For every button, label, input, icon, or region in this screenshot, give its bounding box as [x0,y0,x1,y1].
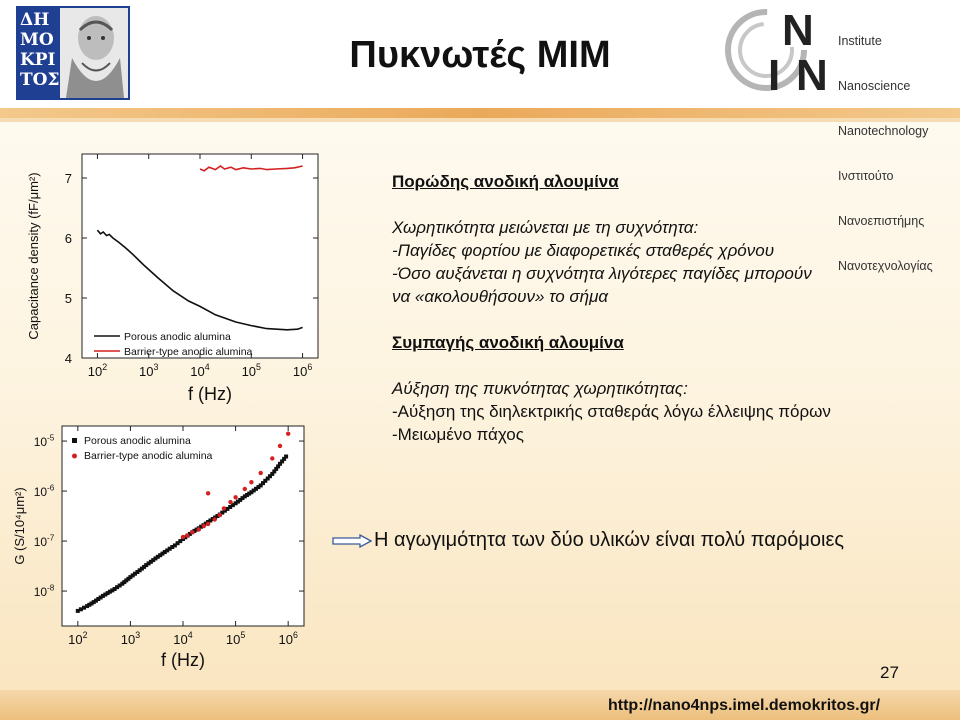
data-point-barrier [233,495,237,499]
data-point-barrier [286,432,290,436]
header-accent-band [0,108,960,118]
y-tick-label: $10^{-7}$ [33,533,55,550]
data-point-barrier [243,487,247,491]
y-tick-label: $10^{-6}$ [33,483,55,500]
page-number: 27 [880,663,899,682]
y-tick-label: $10^{-8}$ [33,583,55,600]
institute-line: Nanoscience [838,79,911,93]
legend-swatch [72,454,77,459]
data-point-barrier [202,524,206,528]
data-point-barrier [218,513,222,517]
conclusion-line [332,529,844,552]
barrier-bullet-1: -Αύξηση της διηλεκτρικής σταθεράς λόγω έλλειψης πόρων [392,402,831,421]
y-tick-label: $10^{-5}$ [33,433,55,450]
x-tick-label: $10^4$ [190,362,210,379]
y-tick-label: 5 [64,291,72,306]
logo-letter-n-top: N [782,6,814,55]
barrier-intro: Αύξηση της πυκνότητας χωρητικότητας: [392,379,688,398]
porous-bullet-1: -Παγίδες φορτίου με διαφορετικές σταθερές χρόνου [392,241,775,260]
x-tick-label: $10^2$ [68,630,88,647]
data-point-barrier [206,491,210,495]
explanation-text [392,170,952,446]
institute-line: Nanotechnology [838,124,929,138]
plot-frame [82,154,318,358]
legend-label: Barrier-type anodic alumina [124,346,253,358]
slide-title: Πυκνωτές MIM [349,34,611,76]
data-point-barrier [270,456,274,460]
y-axis-label: G (S/10⁴μm²) [12,487,27,565]
x-tick-label: $10^2$ [87,362,108,379]
legend-label: Porous anodic alumina [84,435,191,447]
data-point-barrier [185,533,189,537]
x-tick-label: $10^6$ [292,362,313,379]
data-point-barrier [213,517,217,521]
x-tick-label: $10^5$ [225,630,246,647]
logo-line: ΚΡΙ [20,50,56,70]
x-tick-label: $10^3$ [120,630,141,647]
conclusion-text: Η αγωγιμότητα των δύο υλικών είναι πολύ παρόμοιες [374,529,845,551]
legend-label: Porous anodic alumina [124,331,231,343]
legend-label: Barrier-type anodic alumina [84,450,213,462]
header-accent-band-thin [0,118,960,122]
y-tick-label: 4 [64,351,72,366]
logo-letter-n-bottom: N [796,51,828,100]
institute-line: Νανοτεχνολογίας [838,259,933,273]
institute-line: Ινστιτούτο [838,169,894,183]
data-point-barrier [278,444,282,448]
arrow-right-icon [332,534,372,548]
data-point-barrier [228,500,232,504]
data-point-barrier [197,527,201,531]
x-axis-label: f (Hz) [161,650,205,670]
porous-intro: Χωρητικότητα μειώνεται με τη συχνότητα: [392,218,699,237]
y-tick-label: 7 [64,171,72,186]
x-tick-label: $10^5$ [241,362,261,379]
data-point-porous [284,455,288,459]
footer-url: http://nano4nps.imel.demokritos.gr/ [608,697,881,714]
data-point-barrier [259,471,263,475]
logo-line: ΜΟ [20,30,54,50]
barrier-bullet-2: -Μειωμένο πάχος [392,425,524,444]
legend-swatch [72,438,77,443]
heading-porous: Πορώδης ανοδική αλουμίνα [392,172,619,191]
heading-barrier: Συμπαγής ανοδική αλουμίνα [392,333,624,352]
logo-letter-i: I [768,51,781,100]
logo-line: ΔΗ [20,10,50,30]
institute-line: Νανοεπιστήμης [838,214,925,228]
data-point-barrier [222,506,226,510]
logo-line: ΤΟΣ [20,70,60,90]
y-tick-label: 6 [64,231,72,246]
porous-bullet-2a: -Όσο αυξάνεται η συχνότητα λιγότερες παγίδες μπορούν [392,264,812,283]
data-point-barrier [206,522,210,526]
x-axis-label: f (Hz) [188,384,232,404]
porous-bullet-2b: να «ακολουθήσουν» το σήμα [392,287,609,306]
democritus-portrait [60,8,128,98]
x-tick-label: $10^3$ [139,362,159,379]
demokritos-logo [16,6,130,100]
conductance-chart [12,418,312,673]
y-axis-label: Capacitance density (fF/μm²) [26,172,41,340]
institute-line: Institute [838,34,882,48]
x-tick-label: $10^6$ [278,630,298,647]
data-point-barrier [249,480,253,484]
data-point-barrier [190,530,194,534]
x-tick-label: $10^4$ [173,630,193,647]
capacitance-chart [20,140,342,410]
logo-lettering [20,10,60,90]
data-point-barrier [181,535,185,539]
